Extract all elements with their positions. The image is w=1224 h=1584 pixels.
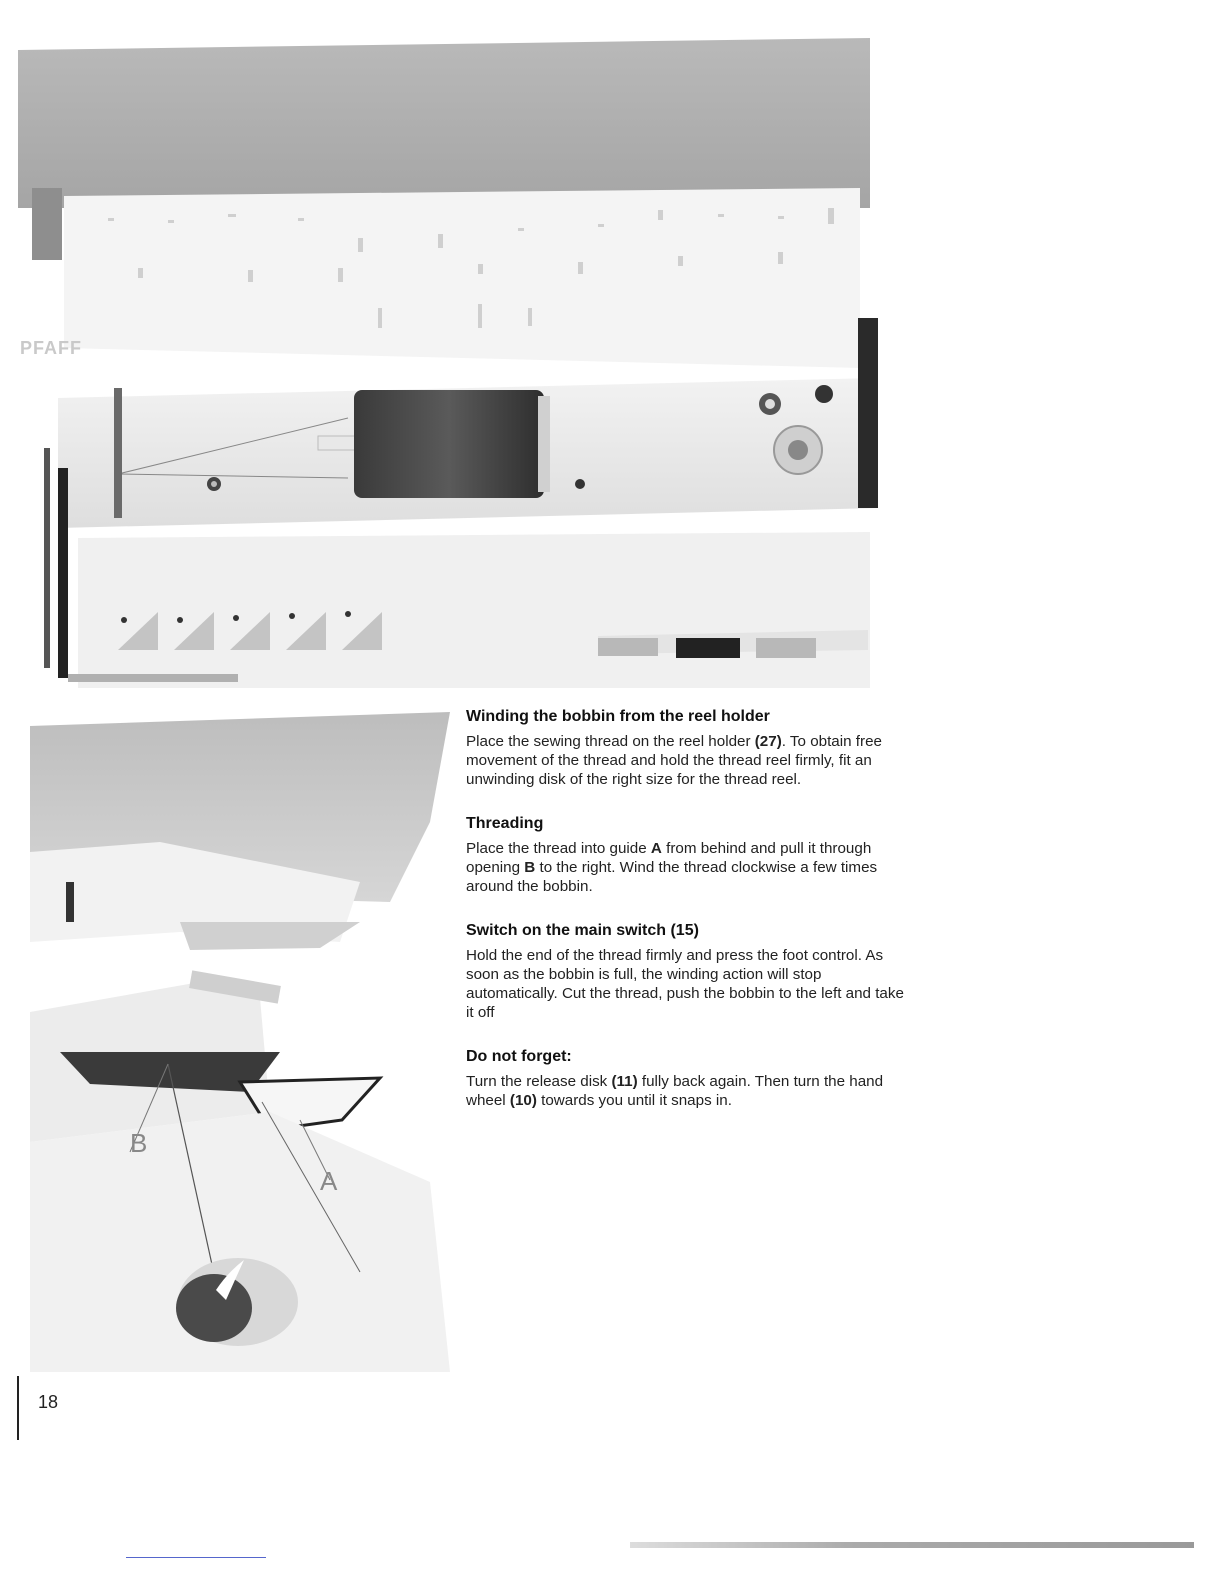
section-heading: Do not forget: bbox=[466, 1048, 572, 1065]
reference-number: (11) bbox=[611, 1073, 638, 1090]
body-text: Place the sewing thread on the reel holder bbox=[466, 733, 755, 750]
body-text: Place the thread into guide bbox=[466, 840, 651, 857]
section-heading: Winding the bobbin from the reel holder bbox=[466, 708, 770, 725]
section-heading: Switch on the main switch (15) bbox=[466, 922, 699, 939]
page-number: 18 bbox=[38, 1392, 59, 1412]
instruction-section bbox=[466, 922, 906, 1022]
footer-rule bbox=[126, 1557, 266, 1558]
section-body bbox=[466, 1072, 906, 1110]
body-text: fully back again. Then turn the hand wheel bbox=[466, 1073, 884, 1109]
reference-number: B bbox=[524, 859, 536, 876]
body-text: to the right. Wind the thread clockwise a few times around the bobbin. bbox=[466, 859, 878, 895]
body-text: Hold the end of the thread firmly and press the foot control. As soon as the bobbin is full, the winding action will stop automatically. Cut the thread, push the bobbin to the left and take it off bbox=[466, 947, 904, 1021]
body-text: towards you until it snaps in. bbox=[536, 1092, 732, 1109]
reference-number: (27) bbox=[754, 733, 782, 750]
instructions-column bbox=[466, 708, 906, 1136]
brand-logo: PFAFF bbox=[20, 338, 82, 358]
section-body bbox=[466, 946, 906, 1022]
bobbin-winder-photo bbox=[30, 712, 450, 1372]
section-heading: Threading bbox=[466, 815, 544, 832]
reel-holder-photo bbox=[18, 38, 880, 688]
section-body bbox=[466, 732, 906, 789]
page-number-bar bbox=[17, 1376, 19, 1440]
reference-number: (10) bbox=[509, 1092, 537, 1109]
body-text: Turn the release disk bbox=[466, 1073, 612, 1090]
footer-scan-band bbox=[630, 1542, 1194, 1548]
reel-holder-illustration bbox=[18, 38, 880, 688]
instruction-section bbox=[466, 708, 906, 789]
section-body bbox=[466, 839, 906, 896]
body-text: . To obtain free movement of the thread and hold the thread reel firmly, fit an unwinding disk of the right size for the thread reel. bbox=[466, 733, 882, 788]
guide-a-label: A bbox=[320, 1166, 338, 1196]
instruction-section bbox=[466, 815, 906, 896]
opening-b-label: B bbox=[130, 1128, 148, 1158]
instruction-section bbox=[466, 1048, 906, 1110]
bobbin-winder-illustration bbox=[30, 712, 450, 1372]
reference-number: A bbox=[650, 840, 662, 857]
body-text: from behind and pull it through opening bbox=[466, 840, 872, 876]
